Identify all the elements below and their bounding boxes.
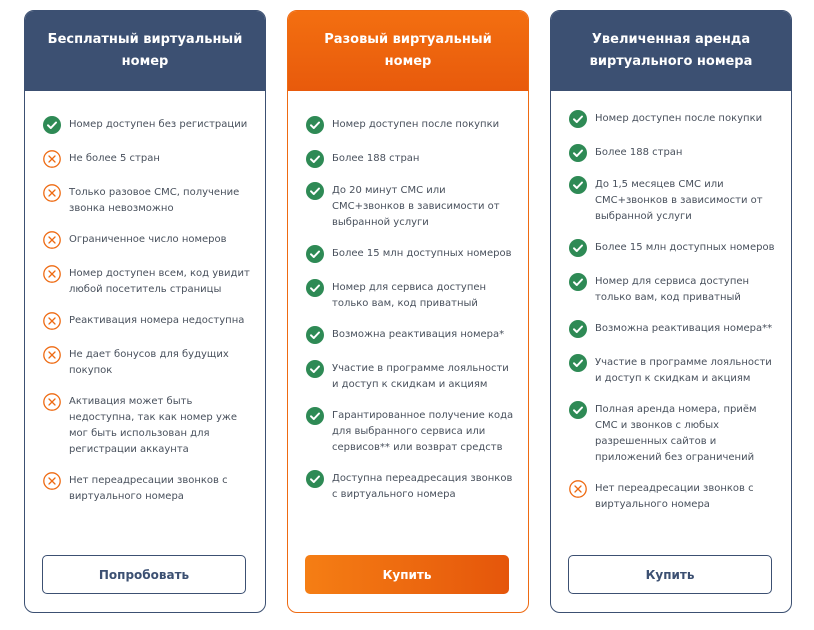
check-icon xyxy=(569,401,587,419)
check-icon xyxy=(569,239,587,257)
buy-button[interactable]: Купить xyxy=(305,555,509,594)
check-icon xyxy=(569,273,587,291)
feature-text: До 1,5 месяцев СМС или СМС+звонков в зависимости от выбранной услуги xyxy=(595,179,763,222)
check-icon xyxy=(306,470,324,488)
feature-text: Участие в программе лояльности и доступ к скидкам и акциям xyxy=(332,363,509,390)
feature-item xyxy=(43,232,251,249)
check-icon xyxy=(569,354,587,372)
feature-item xyxy=(306,471,514,503)
feature-item xyxy=(569,177,777,225)
check-icon xyxy=(569,176,587,194)
feature-text: Номер доступен после покупки xyxy=(595,113,763,124)
feature-item xyxy=(569,355,777,387)
cross-icon xyxy=(43,231,61,249)
feature-item xyxy=(306,408,514,456)
feature-item xyxy=(43,151,251,168)
feature-item xyxy=(306,246,514,263)
plan-card-one-time xyxy=(287,10,529,613)
plan-card-extended-rent xyxy=(550,10,792,613)
check-icon xyxy=(306,407,324,425)
feature-text: Более 188 стран xyxy=(595,147,683,158)
feature-item xyxy=(306,280,514,312)
feature-text: Доступна переадресация звонков с виртуального номера xyxy=(332,473,513,500)
feature-text: Номер доступен всем, код увидит любой посетитель страницы xyxy=(69,268,250,295)
buy-button[interactable]: Купить xyxy=(568,555,772,594)
cross-icon xyxy=(43,312,61,330)
check-icon xyxy=(306,245,324,263)
check-icon xyxy=(569,144,587,162)
feature-item xyxy=(43,266,251,298)
feature-text: Номер для сервиса доступен только вам, код приватный xyxy=(595,276,750,303)
check-icon xyxy=(306,279,324,297)
feature-text: Номер доступен после покупки xyxy=(332,119,500,130)
plan-title: Разовый виртуальный номер xyxy=(288,11,528,91)
check-icon xyxy=(569,110,587,128)
check-icon xyxy=(306,326,324,344)
feature-item xyxy=(43,117,251,134)
feature-item xyxy=(569,145,777,162)
feature-item xyxy=(43,313,251,330)
cross-icon xyxy=(43,346,61,364)
feature-item xyxy=(43,473,251,505)
feature-item xyxy=(306,117,514,134)
feature-item xyxy=(569,111,777,128)
check-icon xyxy=(306,116,324,134)
plan-title: Бесплатный виртуальный номер xyxy=(25,11,265,91)
feature-text: Активация может быть недоступна, так как номер уже мог быть использован для регистрации аккаунта xyxy=(69,396,238,455)
check-icon xyxy=(569,320,587,338)
check-icon xyxy=(306,360,324,378)
feature-list xyxy=(551,111,791,513)
feature-text: Номер доступен без регистрации xyxy=(69,119,248,130)
feature-text: Нет переадресации звонков с виртуального номера xyxy=(69,475,228,502)
feature-text: Нет переадресации звонков с виртуального номера xyxy=(595,483,754,510)
feature-text: Ограниченное число номеров xyxy=(69,234,227,245)
cross-icon xyxy=(43,265,61,283)
feature-list xyxy=(288,117,528,503)
feature-text: Номер для сервиса доступен только вам, код приватный xyxy=(332,282,487,309)
feature-text: Более 188 стран xyxy=(332,153,420,164)
feature-text: Полная аренда номера, приём СМС и звонков с любых разрешенных сайтов и приложений без ограничений xyxy=(595,404,757,463)
feature-list xyxy=(25,117,265,505)
feature-text: Только разовое СМС, получение звонка невозможно xyxy=(69,187,240,214)
cross-icon xyxy=(43,150,61,168)
plan-card-free xyxy=(24,10,266,613)
cross-icon xyxy=(43,472,61,490)
feature-item xyxy=(569,402,777,466)
feature-item xyxy=(306,151,514,168)
feature-text: До 20 минут СМС или СМС+звонков в зависимости от выбранной услуги xyxy=(332,185,500,228)
feature-text: Возможна реактивация номера** xyxy=(595,323,773,334)
feature-text: Более 15 млн доступных номеров xyxy=(332,248,512,259)
cross-icon xyxy=(43,393,61,411)
feature-text: Не более 5 стран xyxy=(69,153,160,164)
feature-item xyxy=(569,240,777,257)
feature-item xyxy=(306,183,514,231)
check-icon xyxy=(306,182,324,200)
check-icon xyxy=(306,150,324,168)
feature-text: Гарантированное получение кода для выбранного сервиса или сервисов** или возврат средств xyxy=(332,410,514,453)
feature-item xyxy=(569,321,777,338)
feature-item xyxy=(569,274,777,306)
feature-item xyxy=(569,481,777,513)
cross-icon xyxy=(43,184,61,202)
feature-item xyxy=(306,327,514,344)
try-button[interactable]: Попробовать xyxy=(42,555,246,594)
feature-item xyxy=(43,185,251,217)
feature-text: Не дает бонусов для будущих покупок xyxy=(69,349,229,376)
check-icon xyxy=(43,116,61,134)
feature-text: Возможна реактивация номера* xyxy=(332,329,505,340)
feature-item xyxy=(43,394,251,458)
feature-text: Участие в программе лояльности и доступ к скидкам и акциям xyxy=(595,357,772,384)
feature-item xyxy=(306,361,514,393)
plan-title: Увеличенная аренда виртуального номера xyxy=(551,11,791,91)
feature-text: Более 15 млн доступных номеров xyxy=(595,242,775,253)
feature-text: Реактивация номера недоступна xyxy=(69,315,245,326)
feature-item xyxy=(43,347,251,379)
cross-icon xyxy=(569,480,587,498)
